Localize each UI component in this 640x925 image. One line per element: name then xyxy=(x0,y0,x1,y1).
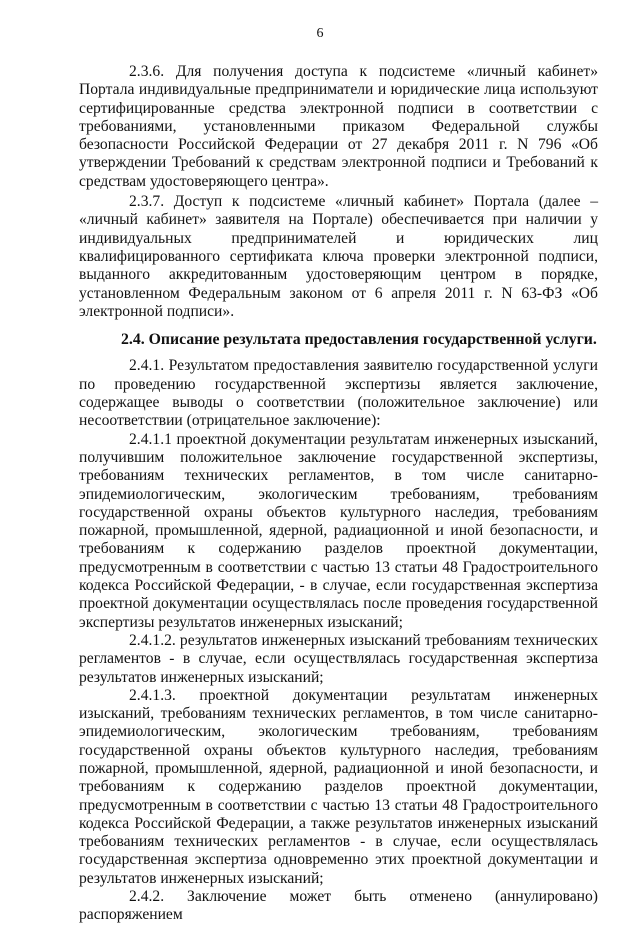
paragraph-2-3-7: 2.3.7. Доступ к подсистеме «личный кабинет» Портала (далее – «личный кабинет» заявителя на Портале) обеспечивается при наличии у индивидуальных предпринимателей и юридических лиц квалифицированного сертификата ключа проверки электронной подписи, выданного аккредитованным удостоверяющим центром в порядке, установленном Федеральным законом от 6 апреля 2011 г. N 63-ФЗ «Об электронной подписи». xyxy=(79,193,598,320)
paragraph-2-4-2: 2.4.2. Заключение может быть отменено (аннулировано) распоряжением xyxy=(79,888,598,924)
paragraph-2-4-1-1: 2.4.1.1 проектной документации результатам инженерных изысканий, получившим положительное заключение государственной экспертизы, требованиям технических регламентов, в том числе санитарно-эпидемиологическим, экологическим требованиям, требованиям государственной охраны объектов культурного наследия, требованиям пожарной, промышленной, ядерной, радиационной и иной безопасности, и требованиям к содержанию разделов проектной документации, предусмотренным в соответствии с частью 13 статьи 48 Градостроительного кодекса Российской Федерации, - в случае, если государственная экспертиза проектной документации осуществлялась после проведения государственной экспертизы результатов инженерных изысканий; xyxy=(79,430,598,631)
paragraph-2-4-1-3: 2.4.1.3. проектной документации результатам инженерных изысканий, требованиям технических регламентов, в том числе санитарно-эпидемиологическим, экологическим требованиям, требованиям государственной охраны объектов культурного наследия, требованиям пожарной, промышленной, ядерной, радиационной и иной безопасности, и требованиям к содержанию разделов проектной документации, предусмотренным в соответствии с частью 13 статьи 48 Градостроительного кодекса Российской Федерации, а также результатов инженерных изысканий требованиям технических регламентов - в случае, если осуществлялась государственная экспертиза одновременно этих проектной документации и результатов инженерных изысканий; xyxy=(79,686,598,887)
paragraph-2-4-1: 2.4.1. Результатом предоставления заявителю государственной услуги по проведению государственной экспертизы является заключение, содержащее выводы о соответствии (положительное заключение) или несоответствии (отрицательное заключение): xyxy=(79,357,598,430)
page-number: 6 xyxy=(316,26,324,41)
paragraph-2-4-1-2: 2.4.1.2. результатов инженерных изысканий требованиям технических регламентов - в случае, если осуществлялась государственная экспертиза результатов инженерных изысканий; xyxy=(79,631,598,686)
paragraph-2-3-6: 2.3.6. Для получения доступа к подсистеме «личный кабинет» Портала индивидуальные предприниматели и юридические лица используют сертифицированные средства электронной подписи в соответствии с требованиями, установленными приказом Федеральной службы безопасности Российской Федерации от 27 декабря 2011 г. N 796 «Об утверждении Требований к средствам электронной подписи и Требований к средствам удостоверяющего центра». xyxy=(79,63,598,190)
section-heading-2-4: 2.4. Описание результата предоставления государственной услуги. xyxy=(121,331,597,349)
document-body xyxy=(79,63,598,925)
